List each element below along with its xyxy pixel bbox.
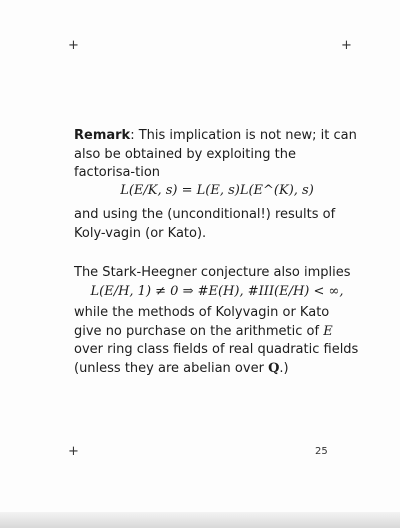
corner-mark-top-right: + [341,38,352,53]
methods-text-2: over ring class fields of real quadratic fields (unless they are abelian over [74,342,359,376]
remark-paragraph [74,127,360,183]
elliptic-curve-symbol: E [323,323,333,339]
methods-text-3: .) [279,360,289,376]
methods-text-1: while the methods of Kolyvagin or Kato give no purchase on the arithmetic of [74,305,330,339]
methods-paragraph [74,304,360,378]
corner-mark-top-left: + [68,38,79,53]
formula-factorisation-text: L(E/K, s) = L(E, s)L(E^(K), s) [120,183,314,198]
corner-mark-bottom-left: + [68,444,79,459]
kolyvagin-paragraph: and using the (unconditional!) results of Koly-vagin (or Kato). [74,207,336,241]
page-number: 25 [315,446,328,457]
rationals-symbol: Q [268,360,280,376]
scan-edge-shadow [0,512,400,528]
remark-text: : This implication is not new; it can also be obtained by exploiting the factorisa-tion [74,128,357,180]
stark-heegner-paragraph: The Stark-Heegner conjecture also implies [74,265,351,280]
remark-label: Remark [74,128,131,143]
formula-implication-text: L(E/H, 1) ≠ 0 ⇒ #E(H), #III(E/H) < ∞, [90,284,344,299]
implication-formula [74,284,360,299]
factorisation-formula [74,183,360,198]
